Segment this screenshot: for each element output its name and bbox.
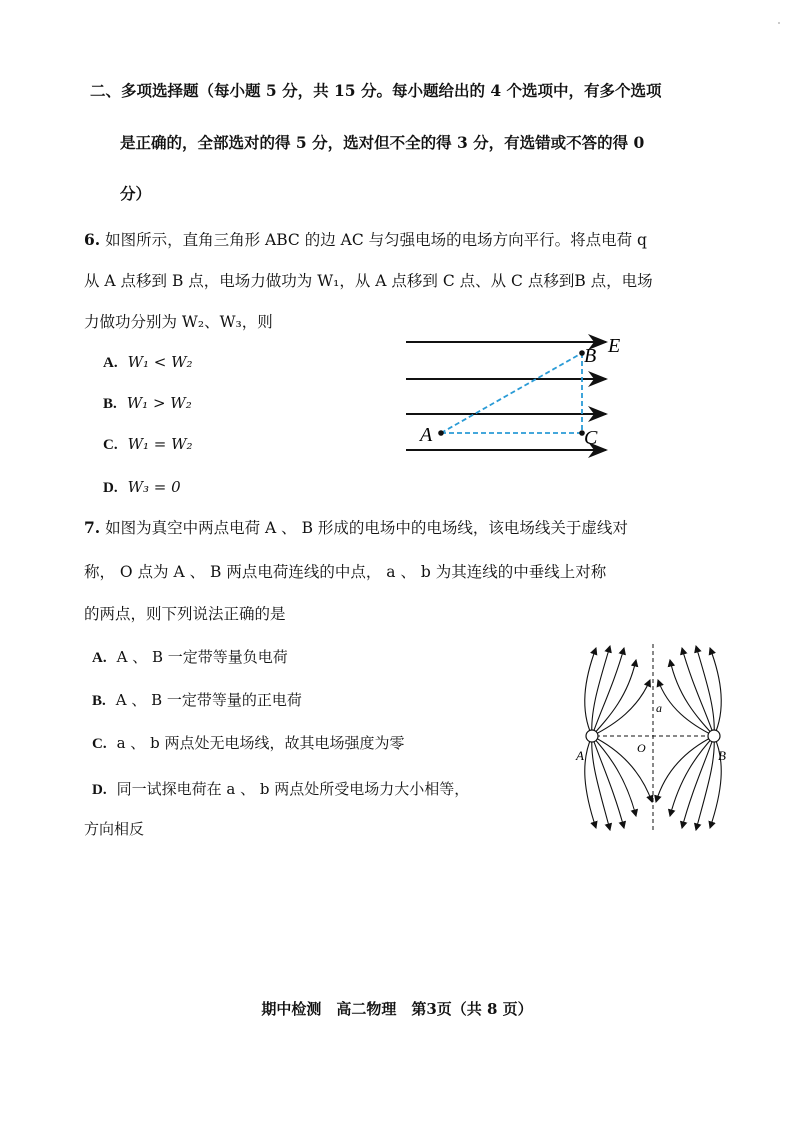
q7-option-d[interactable] — [92, 778, 469, 801]
fig2-label-a: A — [576, 748, 584, 763]
q6-stem-line-1 — [84, 229, 647, 251]
q7-option-c[interactable] — [92, 732, 404, 755]
fig2-label-b: B — [718, 748, 726, 763]
q6-stem-text-1: 如图所示，直角三角形 ABC 的边 AC 与匀强电场的电场方向平行。将点电荷 q — [105, 231, 647, 249]
q7-option-b-label: B. — [92, 693, 106, 709]
field-line-a-down-4 — [592, 736, 636, 816]
q6-option-a-text: W₁ < W₂ — [127, 353, 193, 371]
section-header-line-2: 是正确的，全部选对的得 5 分，选对但不全的得 3 分，有选错或不答的得 0 — [120, 133, 645, 152]
q6-field-figure — [398, 330, 620, 458]
q7-option-d-text: 同一试探电荷在 a 、 b 两点处所受电场力大小相等， — [116, 780, 470, 798]
q7-stem-text-1: 如图为真空中两点电荷 A 、 B 形成的电场中的电场线，该电场线关于虚线对 — [105, 519, 628, 537]
q7-option-b-text: A 、 B 一定带等量的正电荷 — [115, 691, 302, 709]
q7-stem-line-1 — [84, 517, 628, 539]
q7-option-a[interactable] — [92, 646, 288, 669]
q6-option-a[interactable] — [103, 351, 193, 374]
label-e: E — [608, 335, 620, 357]
q7-field-lines-figure — [570, 640, 740, 835]
field-line-a-up-4 — [592, 660, 636, 736]
field-line-a-up-2 — [592, 646, 610, 736]
q6-stem-line-3: 力做功分别为 W₂、W₃，则 — [84, 313, 273, 331]
field-line-a-up-5 — [592, 680, 650, 736]
fig2-label-a-point: a — [656, 701, 662, 715]
q7-stem-line-3: 的两点，则下列说法正确的是 — [84, 605, 286, 623]
q7-stem-line-2: 称， O 点为 A 、 B 两点电荷连线的中点， a 、 b 为其连线的中垂线上对称 — [84, 563, 607, 581]
q7-option-c-text: a 、 b 两点处无电场线，故其电场强度为零 — [116, 734, 405, 752]
q7-option-d-label: D. — [92, 782, 107, 798]
charge-b — [708, 730, 720, 742]
label-b: B — [584, 345, 597, 367]
q6-option-d-text: W₃ = 0 — [127, 478, 181, 496]
q7-option-c-label: C. — [92, 736, 107, 752]
q6-option-c-text: W₁ = W₂ — [127, 435, 193, 453]
triangle-side-ab — [441, 353, 582, 433]
q6-option-d-label: D. — [103, 480, 118, 496]
q6-option-c[interactable] — [103, 433, 193, 456]
q6-option-c-label: C. — [103, 437, 118, 453]
q6-option-a-label: A. — [103, 355, 118, 371]
q7-option-b[interactable] — [92, 689, 302, 712]
section-header-line-1: 二、多项选择题（每小题 5 分，共 15 分。每小题给出的 4 个选项中，有多个选项 — [90, 81, 662, 100]
q6-stem-line-2: 从 A 点移到 B 点，电场力做功为 W₁，从 A 点移到 C 点、从 C 点移到B 点，电场 — [84, 272, 653, 290]
field-line-a-down-1 — [585, 736, 596, 828]
field-line-a-up-1 — [585, 648, 596, 736]
q7-option-a-text: A 、 B 一定带等量负电荷 — [116, 648, 288, 666]
scan-speck — [778, 22, 780, 24]
q6-option-b-label: B. — [103, 396, 117, 412]
field-line-b-down-4 — [670, 736, 714, 816]
q6-option-d[interactable] — [103, 476, 181, 499]
charge-a — [586, 730, 598, 742]
field-line-b-down-2 — [696, 736, 714, 830]
q6-option-b-text: W₁ > W₂ — [126, 394, 192, 412]
q7-option-a-label: A. — [92, 650, 107, 666]
field-line-b-up-2 — [696, 646, 714, 736]
q7-number: 7. — [84, 518, 101, 537]
field-line-b-up-4 — [670, 660, 714, 736]
q7-option-d-continuation: 方向相反 — [84, 820, 145, 838]
q6-option-b[interactable] — [103, 392, 192, 415]
page-footer: 期中检测 高二物理 第3页（共 8 页） — [261, 1000, 533, 1018]
label-c: C — [584, 427, 598, 449]
field-line-b-up-5 — [658, 680, 714, 736]
label-a: A — [420, 424, 433, 446]
fig2-label-o: O — [637, 741, 646, 755]
field-line-b-up-1 — [710, 648, 721, 736]
point-a — [438, 430, 444, 436]
section-header-line-3: 分） — [120, 184, 152, 203]
q6-number: 6. — [84, 230, 101, 249]
field-line-a-down-2 — [592, 736, 610, 830]
